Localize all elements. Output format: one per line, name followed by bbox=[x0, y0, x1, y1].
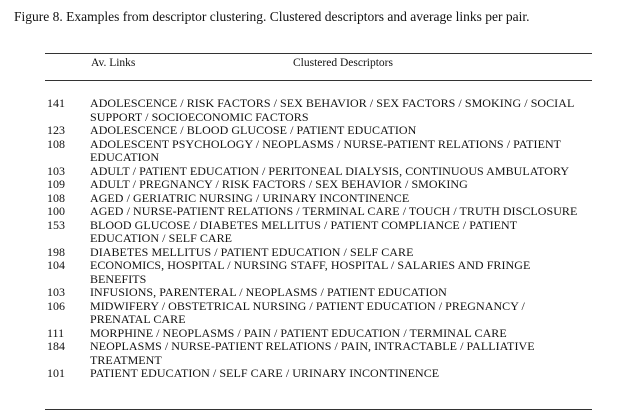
table-row bbox=[0, 165, 618, 179]
average-links-value: 123 bbox=[47, 123, 65, 137]
column-header-links: Av. Links bbox=[91, 57, 136, 69]
table-row bbox=[0, 192, 618, 206]
table-row bbox=[0, 300, 618, 327]
table-body bbox=[0, 97, 618, 381]
clustered-descriptors-value: MORPHINE / NEOPLASMS / PAIN / PATIENT EDUCATION / TERMINAL CARE bbox=[90, 325, 507, 340]
average-links-value: 111 bbox=[47, 325, 65, 340]
clustered-descriptors-value: BLOOD GLUCOSE / DIABETES MELLITUS / PATIENT COMPLIANCE / PATIENT EDUCATION / SELF CARE bbox=[90, 217, 517, 245]
column-header-descriptors: Clustered Descriptors bbox=[293, 57, 393, 69]
table-row bbox=[0, 367, 618, 381]
table-row bbox=[0, 286, 618, 300]
table-row bbox=[0, 219, 618, 246]
table-row bbox=[0, 205, 618, 219]
average-links-value: 103 bbox=[47, 163, 65, 178]
average-links-value: 106 bbox=[47, 298, 65, 313]
clustered-descriptors-value: AGED / NURSE-PATIENT RELATIONS / TERMINAL CARE / TOUCH / TRUTH DISCLOSURE bbox=[90, 204, 578, 218]
average-links-value: 100 bbox=[47, 204, 65, 218]
table-row bbox=[0, 178, 618, 192]
average-links-value: 103 bbox=[47, 285, 65, 299]
clustered-descriptors-value: ECONOMICS, HOSPITAL / NURSING STAFF, HOSPITAL / SALARIES AND FRINGE BENEFITS bbox=[90, 258, 531, 286]
table-row bbox=[0, 97, 618, 124]
average-links-value: 184 bbox=[47, 339, 65, 353]
table-row bbox=[0, 124, 618, 138]
table-bottom-rule bbox=[45, 409, 592, 410]
table-top-rule bbox=[45, 53, 592, 54]
clustered-descriptors-value: ADOLESCENCE / BLOOD GLUCOSE / PATIENT EDUCATION bbox=[90, 123, 417, 137]
figure-caption: Figure 8. Examples from descriptor clustering. Clustered descriptors and average links per pair. bbox=[14, 9, 530, 24]
table-row bbox=[0, 259, 618, 286]
average-links-value: 104 bbox=[47, 258, 65, 272]
average-links-value: 109 bbox=[47, 177, 65, 191]
clustered-descriptors-value: ADULT / PREGNANCY / RISK FACTORS / SEX BEHAVIOR / SMOKING bbox=[90, 177, 468, 191]
table-row bbox=[0, 138, 618, 165]
average-links-value: 141 bbox=[47, 96, 65, 110]
table-row bbox=[0, 327, 618, 341]
clustered-descriptors-value: INFUSIONS, PARENTERAL / NEOPLASMS / PATIENT EDUCATION bbox=[90, 285, 447, 299]
table-row bbox=[0, 340, 618, 367]
clustered-descriptors-value: ADULT / PATIENT EDUCATION / PERITONEAL DIALYSIS, CONTINUOUS AMBULATORY bbox=[90, 163, 570, 178]
average-links-value: 108 bbox=[47, 190, 65, 205]
average-links-value: 198 bbox=[47, 244, 65, 259]
clustered-descriptors-value: PATIENT EDUCATION / SELF CARE / URINARY INCONTINENCE bbox=[90, 366, 440, 380]
clustered-descriptors-value: ADOLESCENCE / RISK FACTORS / SEX BEHAVIOR / SEX FACTORS / SMOKING / SOCIAL SUPPORT / SOCIOECONOMIC FACTORS bbox=[90, 96, 574, 124]
clustered-descriptors-value: MIDWIFERY / OBSTETRICAL NURSING / PATIENT EDUCATION / PREGNANCY / PRENATAL CARE bbox=[90, 298, 525, 326]
clustered-descriptors-value: NEOPLASMS / NURSE-PATIENT RELATIONS / PAIN, INTRACTABLE / PALLIATIVE TREATMENT bbox=[90, 339, 535, 367]
average-links-value: 108 bbox=[47, 136, 65, 151]
average-links-value: 101 bbox=[47, 366, 65, 380]
clustered-descriptors-value: ADOLESCENT PSYCHOLOGY / NEOPLASMS / NURSE-PATIENT RELATIONS / PATIENT EDUCATION bbox=[90, 136, 561, 164]
clustered-descriptors-value: DIABETES MELLITUS / PATIENT EDUCATION / SELF CARE bbox=[90, 244, 414, 259]
clustered-descriptors-value: AGED / GERIATRIC NURSING / URINARY INCONTINENCE bbox=[90, 190, 410, 205]
average-links-value: 153 bbox=[47, 217, 65, 232]
table-header-rule bbox=[45, 80, 592, 81]
table-row bbox=[0, 246, 618, 260]
